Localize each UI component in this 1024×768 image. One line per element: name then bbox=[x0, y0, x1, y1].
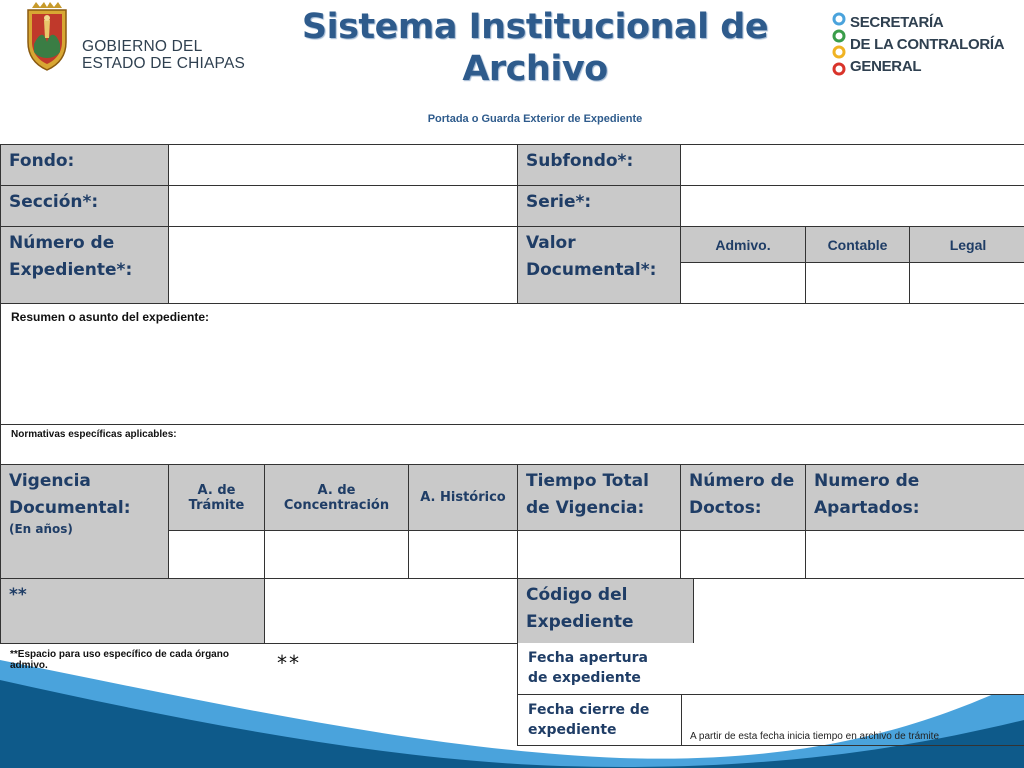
concentracion-field[interactable] bbox=[265, 531, 409, 579]
vigencia-subtitle: (En años) bbox=[9, 522, 73, 536]
numero-doctos-field[interactable] bbox=[681, 531, 806, 579]
vigencia-label bbox=[1, 465, 169, 579]
secretaria-line-3: GENERAL bbox=[850, 58, 922, 75]
subfondo-field[interactable] bbox=[681, 145, 1024, 186]
government-line-2: ESTADO DE CHIAPAS bbox=[82, 55, 246, 72]
fecha-cierre-field[interactable] bbox=[680, 695, 1024, 746]
page-subtitle: Portada o Guarda Exterior de Expediente bbox=[427, 113, 643, 125]
resumen-field[interactable] bbox=[1, 304, 1024, 425]
secretaria-line-2: DE LA CONTRALORÍA bbox=[850, 36, 1005, 53]
page-title: Sistema Institucional de Archivo bbox=[301, 7, 769, 89]
numero-expediente-field[interactable] bbox=[169, 227, 518, 304]
contable-field[interactable] bbox=[806, 263, 910, 304]
normativas-field[interactable] bbox=[1, 425, 1024, 465]
stars-label: ** bbox=[1, 579, 265, 644]
government-name bbox=[82, 38, 245, 72]
government-line-1: GOBIERNO DEL bbox=[82, 38, 203, 55]
secretaria-line-1: SECRETARÍA bbox=[850, 14, 944, 31]
chiapas-coat-of-arms-icon bbox=[22, 2, 72, 72]
seccion-field[interactable] bbox=[169, 186, 518, 227]
admivo-label: Admivo. bbox=[681, 227, 806, 263]
admivo-field[interactable] bbox=[681, 263, 806, 304]
fecha-cierre-label: Fecha cierre de expediente bbox=[528, 702, 650, 738]
historico-field[interactable] bbox=[409, 531, 518, 579]
seccion-label: Sección*: bbox=[1, 186, 169, 227]
stars-field[interactable] bbox=[265, 579, 518, 644]
numero-expediente-label: Número de Expediente*: bbox=[1, 227, 169, 304]
serie-label: Serie*: bbox=[518, 186, 681, 227]
page-header bbox=[0, 0, 1024, 140]
fondo-label: Fondo: bbox=[1, 145, 169, 186]
fechas-block bbox=[517, 643, 1024, 745]
secretaria-logo-icon bbox=[832, 12, 850, 80]
fecha-note: A partir de esta fecha inicia tiempo en archivo de trámite bbox=[690, 731, 940, 742]
secretaria-logo bbox=[832, 12, 1022, 80]
stars-mark: ** bbox=[276, 651, 301, 675]
resumen-label: Resumen o asunto del expediente: bbox=[11, 310, 210, 324]
vigencia-title: Vigencia Documental: bbox=[9, 471, 131, 518]
tiempo-total-label: Tiempo Total de Vigencia: bbox=[518, 465, 681, 531]
normativas-label: Normativas específicas aplicables: bbox=[11, 429, 177, 440]
fecha-apertura-field[interactable] bbox=[680, 643, 1024, 695]
expediente-form bbox=[0, 144, 1024, 644]
fecha-cierre-cell bbox=[517, 695, 682, 746]
codigo-label: Código del Expediente bbox=[518, 579, 694, 644]
numero-doctos-label: Número de Doctos: bbox=[681, 465, 806, 531]
fecha-apertura-cell bbox=[517, 643, 682, 695]
serie-field[interactable] bbox=[681, 186, 1024, 227]
subfondo-label: Subfondo*: bbox=[518, 145, 681, 186]
fecha-apertura-label: Fecha apertura de expediente bbox=[528, 650, 648, 686]
contable-label: Contable bbox=[806, 227, 910, 263]
legal-field[interactable] bbox=[910, 263, 1024, 304]
numero-apartados-field[interactable] bbox=[806, 531, 1024, 579]
espacio-note: **Espacio para uso específico de cada órgano admivo. bbox=[10, 649, 229, 671]
tramite-label: A. de Trámite bbox=[169, 465, 265, 531]
historico-label: A. Histórico bbox=[409, 465, 518, 531]
tiempo-total-field[interactable] bbox=[518, 531, 681, 579]
valor-documental-label: Valor Documental*: bbox=[518, 227, 681, 304]
codigo-field[interactable] bbox=[694, 579, 1024, 644]
concentracion-label: A. de Concentración bbox=[265, 465, 409, 531]
numero-apartados-label: Numero de Apartados: bbox=[806, 465, 1024, 531]
fondo-field[interactable] bbox=[169, 145, 518, 186]
legal-label: Legal bbox=[910, 227, 1024, 263]
tramite-field[interactable] bbox=[169, 531, 265, 579]
